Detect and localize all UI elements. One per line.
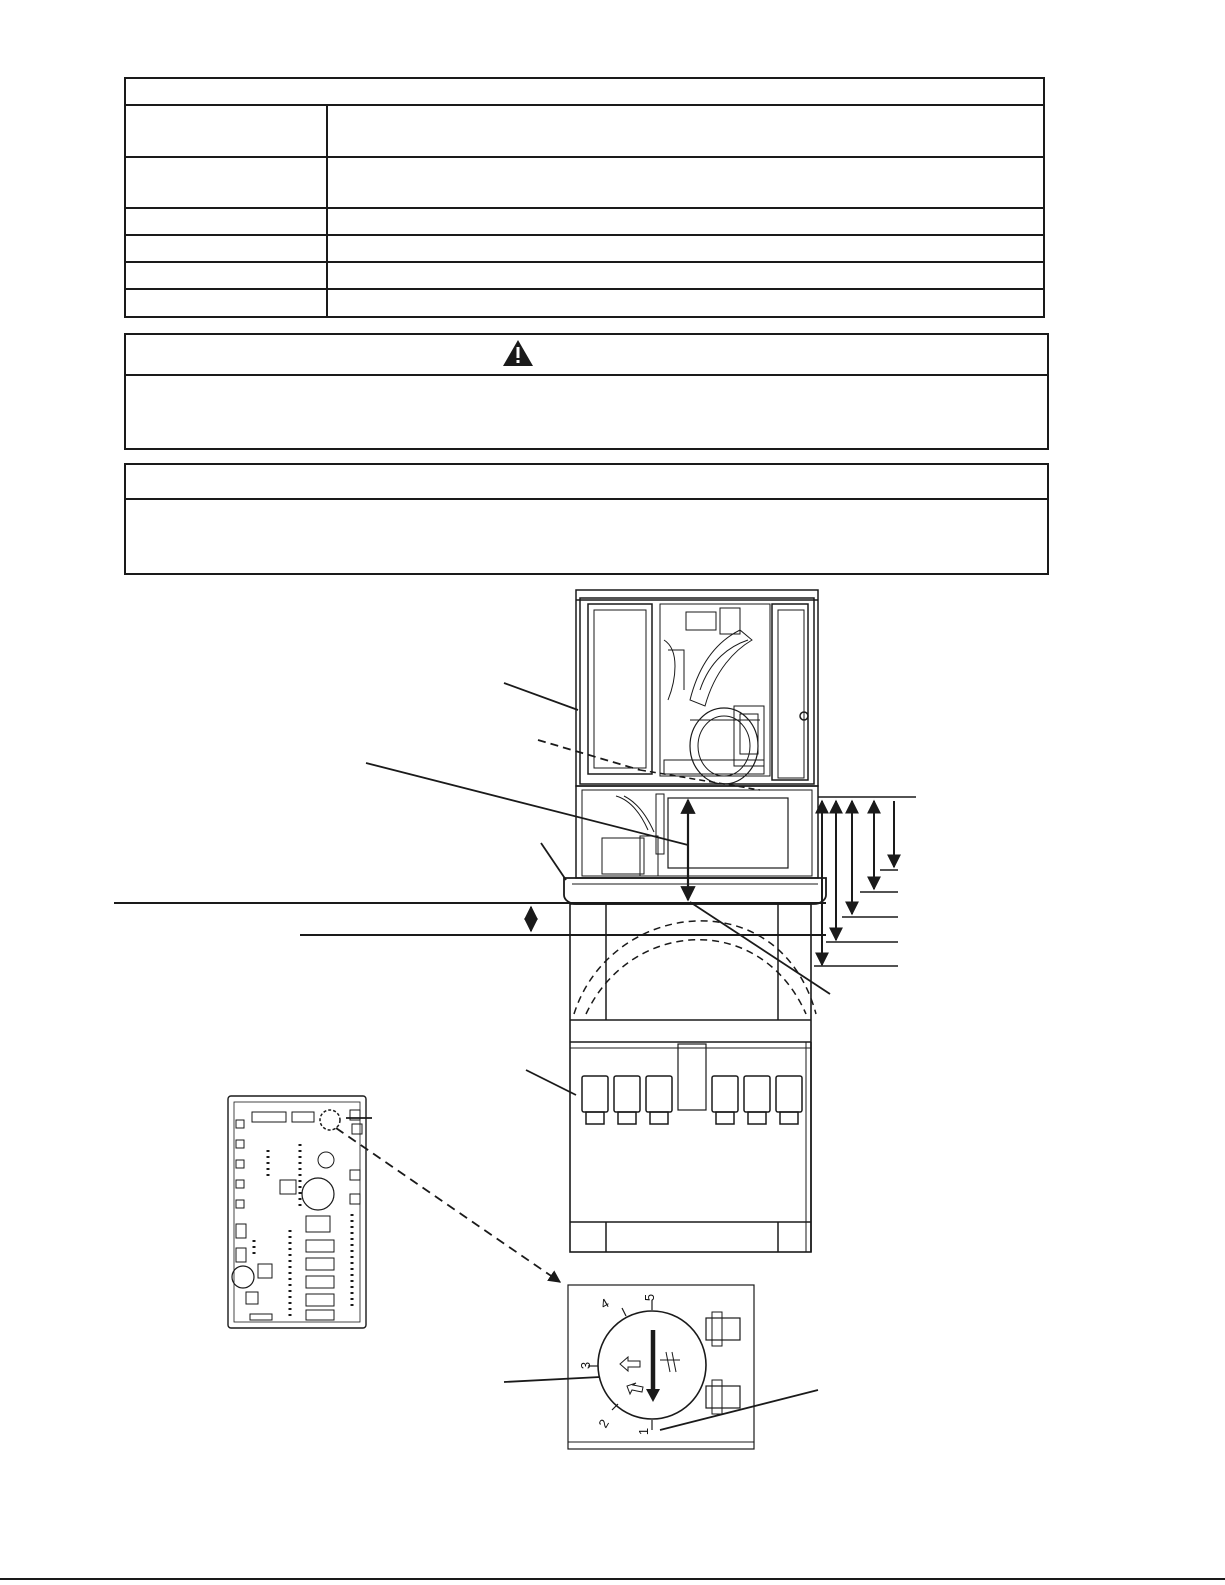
control-board bbox=[228, 1096, 366, 1328]
ice-level-arc-lower bbox=[586, 940, 806, 1014]
dial-label-1: 1 bbox=[636, 1427, 652, 1436]
dial-label-2: 2 bbox=[595, 1416, 612, 1431]
dial-label-4: 4 bbox=[597, 1295, 612, 1312]
page-bottom-rule bbox=[0, 1578, 1225, 1580]
dial-detail bbox=[568, 1285, 754, 1449]
ice-machine-head bbox=[576, 590, 818, 878]
dial-label-3: 3 bbox=[578, 1361, 594, 1370]
dial-label-5: 5 bbox=[642, 1293, 658, 1302]
adapter-top bbox=[564, 878, 826, 1020]
